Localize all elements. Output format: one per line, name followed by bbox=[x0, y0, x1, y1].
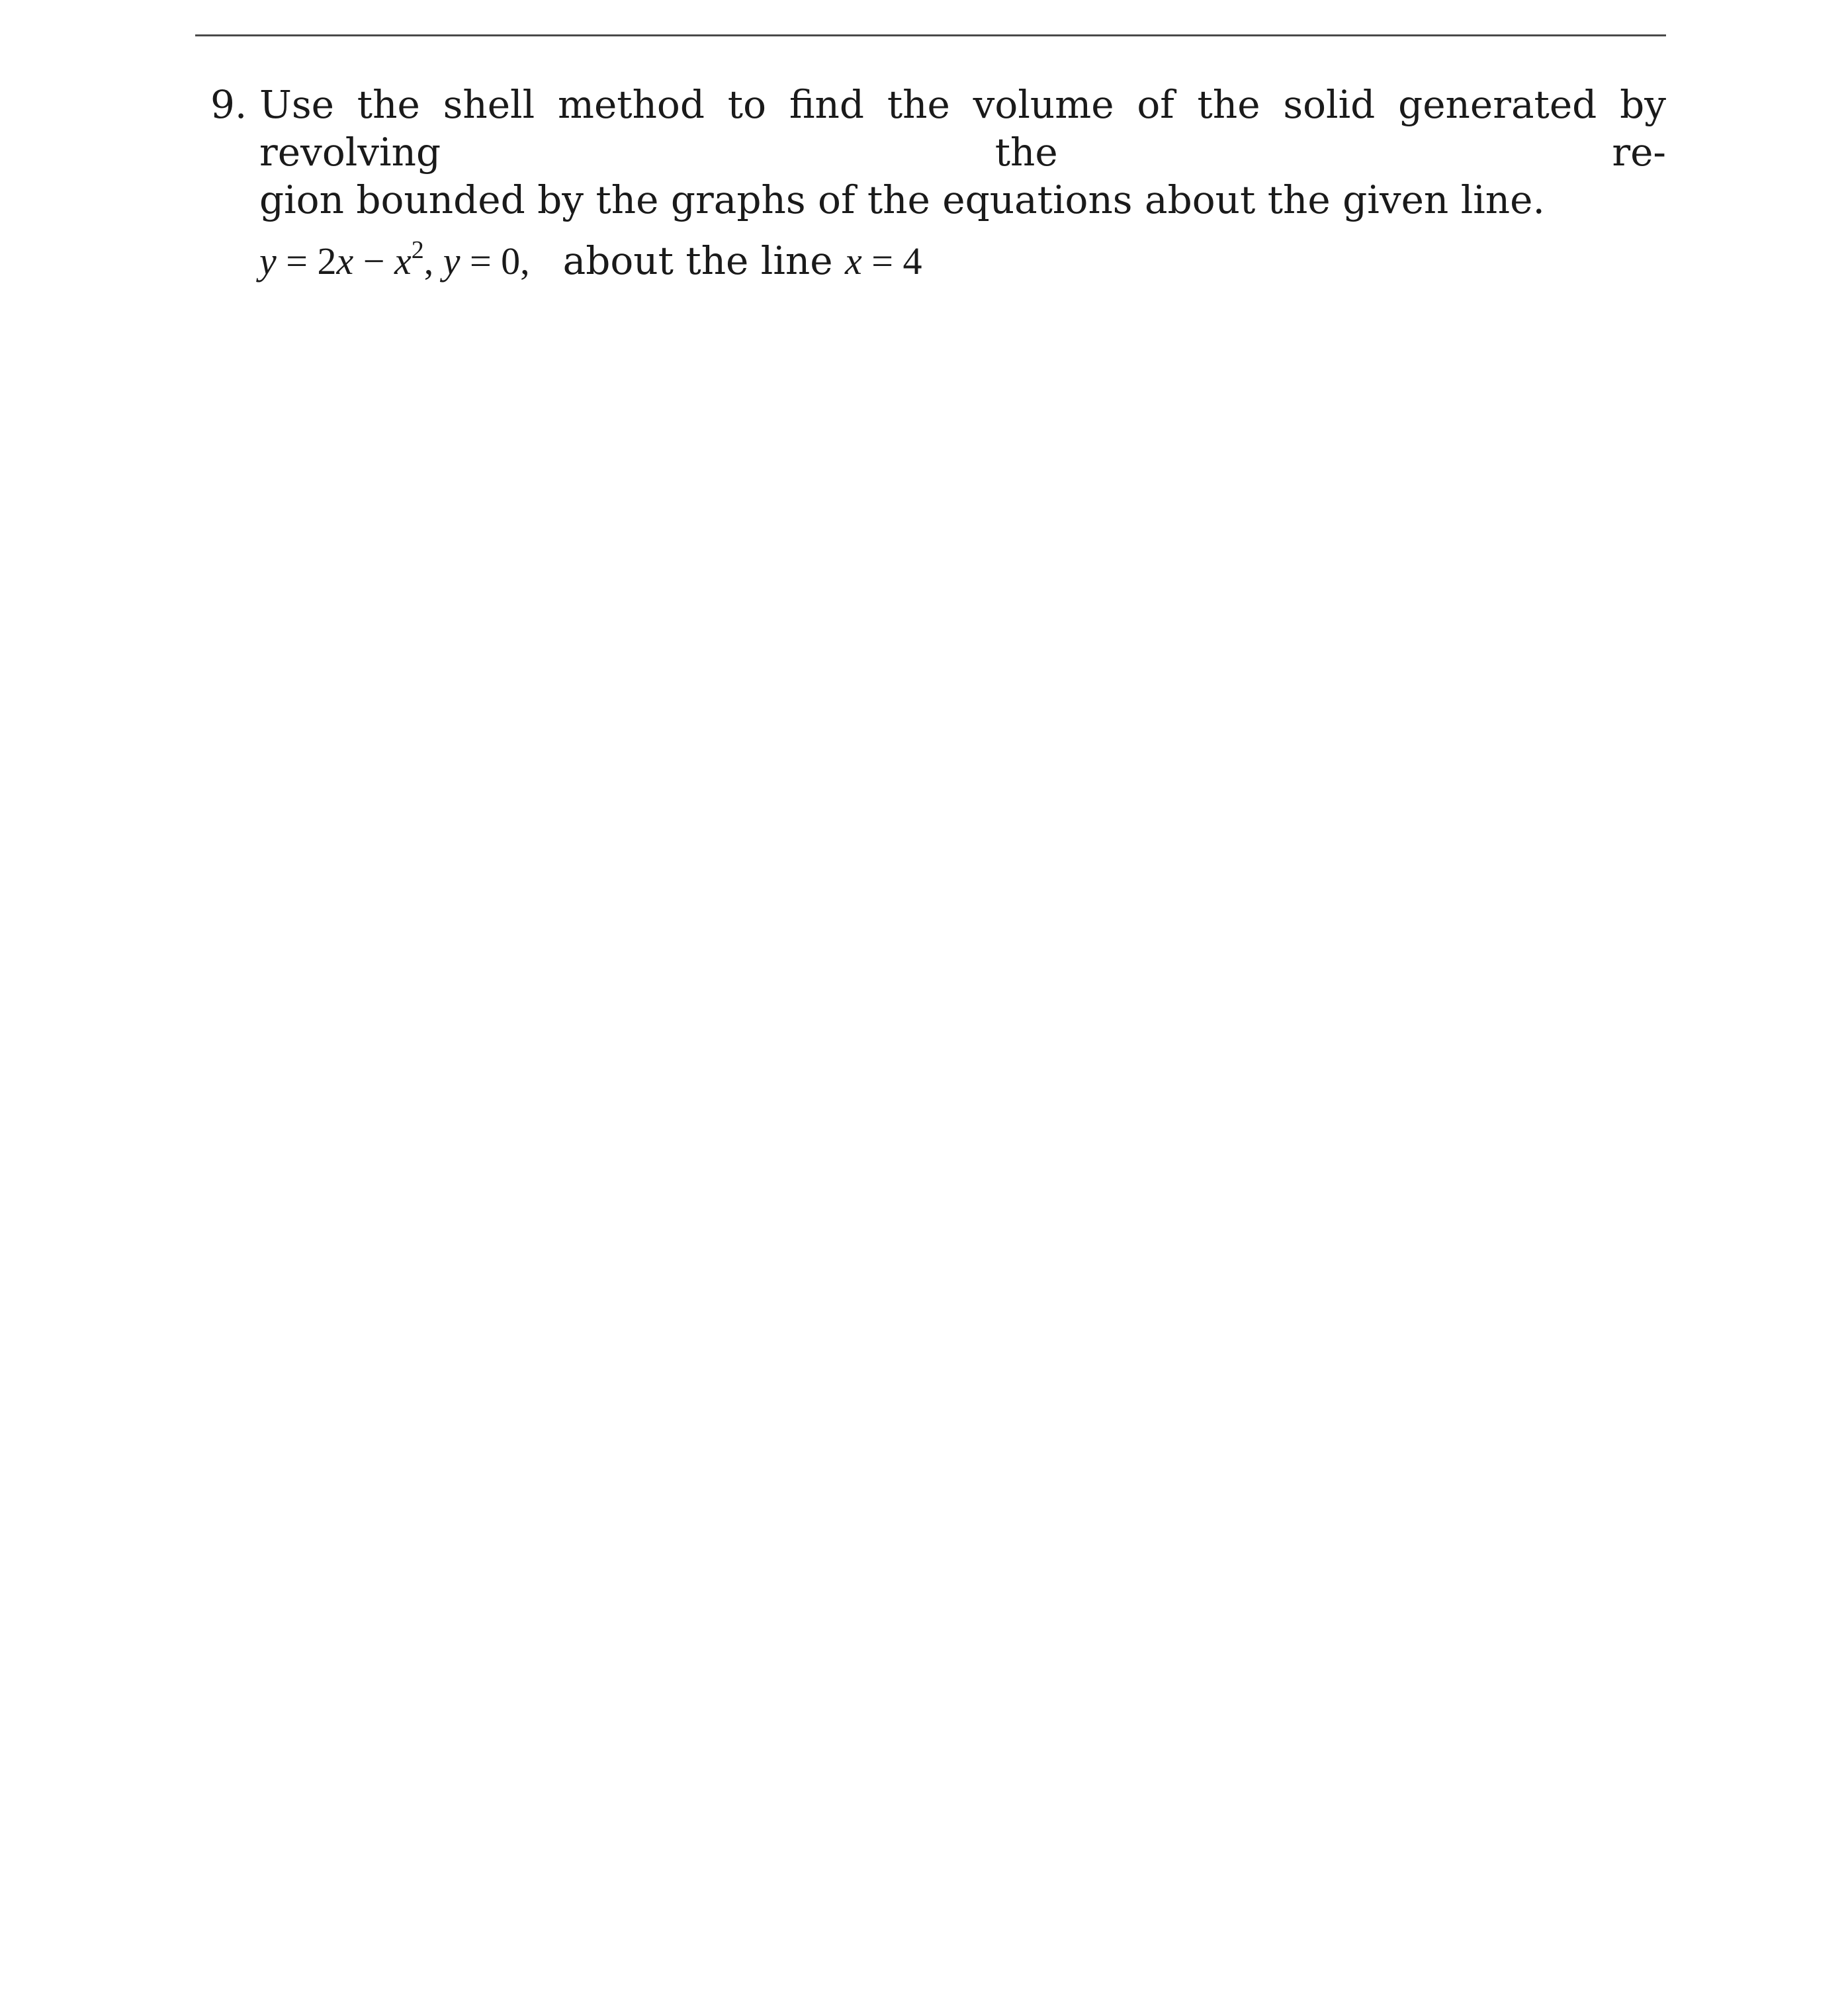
problem-statement-line-1: Use the shell method to find the volume of the solid generated by revolving the re- bbox=[259, 82, 1666, 175]
var-y: y bbox=[259, 240, 277, 283]
curve-equation bbox=[259, 236, 443, 283]
var-x-squared: x bbox=[394, 240, 412, 283]
problem-9 bbox=[210, 81, 1666, 224]
axis-var: x bbox=[845, 240, 862, 283]
axis-value: = 4 bbox=[861, 240, 922, 283]
problem-statement bbox=[259, 81, 1666, 224]
boundary-equation bbox=[443, 240, 530, 283]
top-rule bbox=[195, 34, 1666, 36]
about-text: about the line bbox=[562, 238, 846, 283]
minus-sign: − bbox=[353, 240, 394, 283]
var-x: x bbox=[336, 240, 354, 283]
equation-line bbox=[259, 237, 922, 285]
problem-statement-line-2: gion bounded by the graphs of the equations about the given line. bbox=[259, 177, 1545, 222]
exponent: 2 bbox=[411, 236, 424, 264]
equals-2: = 2 bbox=[276, 240, 337, 283]
axis-equation bbox=[845, 240, 922, 283]
var-y-2: y bbox=[443, 240, 461, 283]
problem-number: 9. bbox=[210, 82, 247, 127]
separator: , bbox=[423, 240, 443, 283]
equals-0: = 0, bbox=[460, 240, 530, 283]
